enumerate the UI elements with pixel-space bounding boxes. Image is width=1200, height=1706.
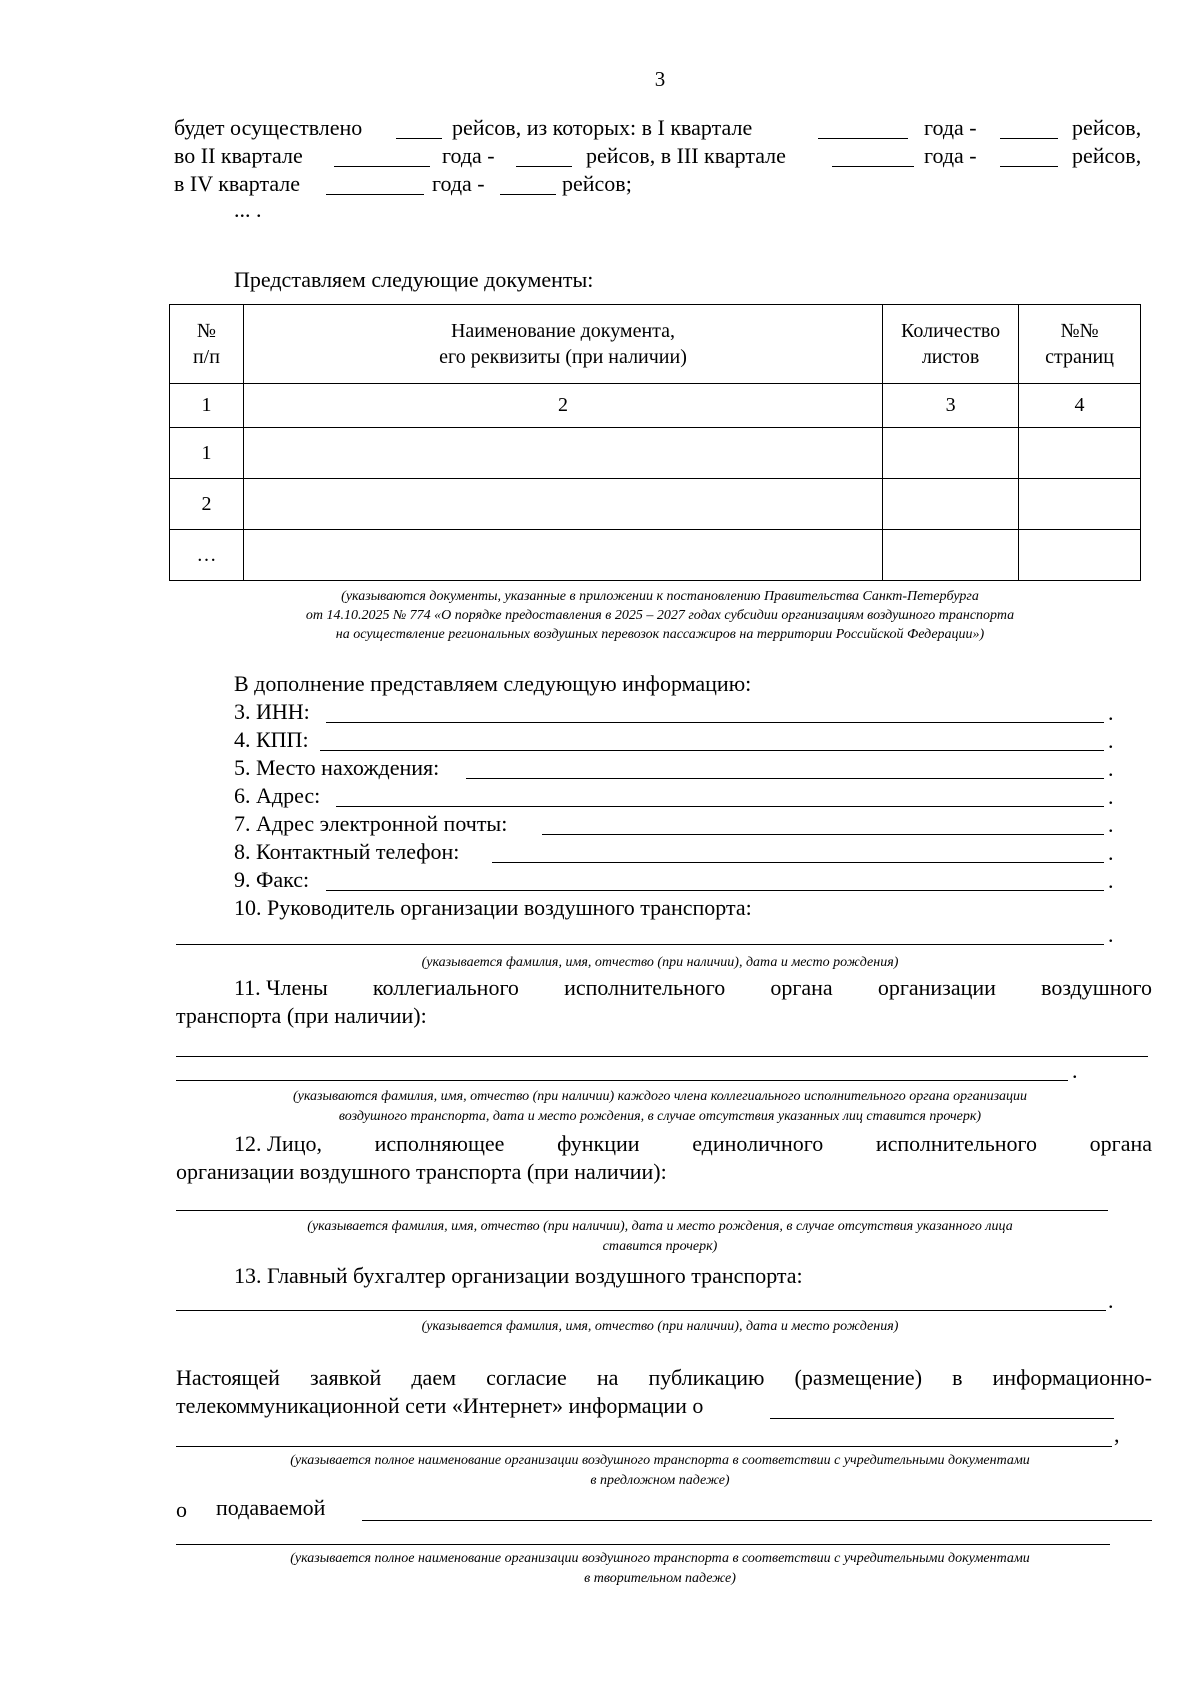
- item12-word: функции: [557, 1131, 640, 1156]
- item13-field[interactable]: [176, 1310, 1106, 1311]
- row-number: 2: [170, 479, 244, 530]
- fax-field[interactable]: [326, 890, 1104, 891]
- header-number: [170, 305, 244, 384]
- header-pages: [1019, 305, 1141, 384]
- flights-line-2b: года -: [442, 143, 495, 168]
- q3-year-blank: [832, 166, 914, 167]
- q3-flights-blank: [1000, 166, 1058, 167]
- flights-line-1d: рейсов,: [1072, 115, 1142, 140]
- o-label: о: [176, 1497, 187, 1522]
- period-mark: .: [1108, 784, 1114, 809]
- phone-label: 8. Контактный телефон:: [234, 839, 460, 864]
- q4-year-blank: [326, 194, 424, 195]
- flights-line-2e: рейсов,: [1072, 143, 1142, 168]
- item11-line-2: транспорта (при наличии):: [176, 1003, 427, 1028]
- period-mark: .: [1108, 840, 1114, 865]
- consent-org-field-1[interactable]: [770, 1418, 1114, 1419]
- item11-field-2[interactable]: [176, 1080, 1068, 1081]
- consent-submitted-field-1[interactable]: [362, 1520, 1152, 1521]
- consent-word: на: [596, 1365, 619, 1390]
- kpp-label: 4. КПП:: [234, 727, 309, 752]
- flights-line-1a: будет осуществлено: [174, 115, 363, 140]
- location-label: 5. Место нахождения:: [234, 755, 440, 780]
- consent-submitted-field-2[interactable]: [176, 1544, 1110, 1545]
- item11-line-1: [234, 974, 1152, 1002]
- header-document-name: [243, 305, 882, 384]
- item12-note-2: ставится прочерк): [602, 1239, 718, 1254]
- period-mark: .: [1072, 1058, 1078, 1083]
- row-pages-cell[interactable]: [1019, 428, 1141, 479]
- period-mark: .: [1108, 728, 1114, 753]
- header-pages-text: №№ страниц: [1045, 320, 1114, 368]
- q4-flights-blank: [500, 194, 556, 195]
- item13-label: 13. Главный бухгалтер организации воздушного транспорта:: [234, 1263, 803, 1288]
- row-sheets-cell[interactable]: [883, 479, 1019, 530]
- phone-field[interactable]: [492, 862, 1104, 863]
- q1-year-blank: [818, 138, 908, 139]
- flights-line-3c: рейсов;: [562, 171, 632, 196]
- item12-word: исполняющее: [374, 1131, 505, 1156]
- item11-word: воздушного: [1041, 975, 1152, 1000]
- consent-word: публикацию: [648, 1365, 765, 1390]
- header-sheet-count: [883, 305, 1019, 384]
- flights-line-2c: рейсов, в III квартале: [586, 143, 786, 168]
- period-mark: .: [1108, 812, 1114, 837]
- table-row: [170, 479, 1141, 530]
- item11-note-1: (указываются фамилия, имя, отчество (при наличии) каждого члена коллегиального исполнительного органа организации: [292, 1089, 1028, 1104]
- q1-flights-blank: [1000, 138, 1058, 139]
- consent-note-2-line-1: (указывается полное наименование организации воздушного транспорта в соответствии с учредительными документами: [290, 1551, 1030, 1566]
- q2-flights-blank: [516, 166, 572, 167]
- row-document-cell[interactable]: [243, 428, 882, 479]
- header-sheet-count-text: Количество листов: [901, 320, 1001, 368]
- flights-line-3a: в IV квартале: [174, 171, 301, 196]
- email-label: 7. Адрес электронной почты:: [234, 811, 508, 836]
- info-intro: В дополнение представляем следующую информацию:: [234, 671, 752, 696]
- item12-note-1: (указывается фамилия, имя, отчество (при наличии), дата и место рождения, в случае отсутствия указанного лица: [307, 1219, 1013, 1234]
- row-pages-cell[interactable]: [1019, 530, 1141, 581]
- head-label: 10. Руководитель организации воздушного транспорта:: [234, 895, 752, 920]
- consent-note-1-line-1: (указывается полное наименование организации воздушного транспорта в соответствии с учредительными документами: [290, 1453, 1030, 1468]
- item11-word: организации: [877, 975, 996, 1000]
- row-document-cell[interactable]: [243, 479, 882, 530]
- row-sheets-cell[interactable]: [883, 530, 1019, 581]
- consent-word: заявкой: [309, 1365, 382, 1390]
- consent-word: информационно-: [992, 1365, 1152, 1390]
- item11-word: исполнительного: [564, 975, 726, 1000]
- flights-blank: [396, 138, 442, 139]
- location-field[interactable]: [466, 778, 1104, 779]
- ellipsis: ... .: [234, 197, 262, 222]
- row-number: …: [170, 530, 244, 581]
- inn-label: 3. ИНН:: [234, 699, 310, 724]
- table-note-line-1: (указываются документы, указанные в приложении к постановлению Правительства Санкт-Петербурга: [341, 589, 979, 604]
- consent-line-1: [176, 1364, 1152, 1392]
- numbering-cell: 4: [1019, 384, 1141, 428]
- flights-line-3b: года -: [432, 171, 485, 196]
- item11-word: 11. Члены: [234, 975, 328, 1000]
- period-mark: .: [1108, 700, 1114, 725]
- address-label: 6. Адрес:: [234, 783, 321, 808]
- item12-line-2: организации воздушного транспорта (при наличии):: [176, 1159, 667, 1184]
- documents-intro: Представляем следующие документы:: [234, 267, 594, 292]
- consent-note-1-line-2: в предложном падеже): [590, 1473, 730, 1488]
- row-number: 1: [170, 428, 244, 479]
- row-document-cell[interactable]: [243, 530, 882, 581]
- period-mark: .: [1108, 922, 1114, 947]
- numbering-cell: 3: [883, 384, 1019, 428]
- head-note: (указывается фамилия, имя, отчество (при наличии), дата и место рождения): [421, 955, 899, 970]
- period-mark: .: [1108, 756, 1114, 781]
- submitted-label: подаваемой: [216, 1495, 326, 1520]
- table-note-line-2: от 14.10.2025 № 774 «О порядке предоставления в 2025 – 2027 годах субсидии организациям воздушного транспорта: [305, 608, 1015, 623]
- period-mark: .: [1108, 1288, 1114, 1313]
- row-pages-cell[interactable]: [1019, 479, 1141, 530]
- period-mark: .: [1108, 868, 1114, 893]
- item11-note-2: воздушного транспорта, дата и место рождения, в случае отсутствия указанных лиц ставится прочерк): [338, 1109, 982, 1124]
- email-field[interactable]: [542, 834, 1104, 835]
- consent-word: в: [952, 1365, 963, 1390]
- flights-line-1b: рейсов, из которых: в I квартале: [452, 115, 753, 140]
- head-field[interactable]: [176, 944, 1104, 945]
- item13-note: (указывается фамилия, имя, отчество (при наличии), дата и место рождения): [421, 1319, 899, 1334]
- consent-word: (размещение): [794, 1365, 923, 1390]
- page-number: 3: [654, 67, 666, 91]
- kpp-field[interactable]: [320, 750, 1104, 751]
- numbering-cell: 1: [170, 384, 244, 428]
- consent-word: Настоящей: [176, 1365, 280, 1390]
- numbering-row: [170, 384, 1141, 428]
- consent-line-2: телекоммуникационной сети «Интернет» информации о: [176, 1393, 704, 1418]
- item11-field-1[interactable]: [176, 1056, 1148, 1057]
- q2-year-blank: [334, 166, 430, 167]
- header-number-text: № п/п: [192, 320, 220, 368]
- numbering-cell: 2: [243, 384, 882, 428]
- item12-word: органа: [1089, 1131, 1152, 1156]
- consent-word: согласие: [486, 1365, 567, 1390]
- flights-line-2a: во II квартале: [174, 143, 303, 168]
- flights-line-2d: года -: [924, 143, 977, 168]
- table-row: [170, 530, 1141, 581]
- consent-note-2-line-2: в творительном падеже): [584, 1571, 736, 1586]
- row-sheets-cell[interactable]: [883, 428, 1019, 479]
- fax-label: 9. Факс:: [234, 867, 310, 892]
- documents-table: [169, 304, 1141, 581]
- table-row: [170, 428, 1141, 479]
- item12-line-1: [234, 1130, 1152, 1158]
- item12-word: единоличного: [692, 1131, 824, 1156]
- item12-word: исполнительного: [875, 1131, 1038, 1156]
- header-document-name-text: Наименование документа, его реквизиты (при наличии): [439, 320, 687, 368]
- item11-word: органа: [770, 975, 833, 1000]
- consent-org-field-2[interactable]: [176, 1446, 1112, 1447]
- table-note-line-3: на осуществление региональных воздушных перевозок пассажиров на территории Российской Федерации»): [335, 627, 985, 642]
- inn-field[interactable]: [326, 722, 1104, 723]
- address-field[interactable]: [336, 806, 1104, 807]
- item11-word: коллегиального: [372, 975, 519, 1000]
- flights-line-1c: года -: [924, 115, 977, 140]
- comma-mark: ,: [1114, 1422, 1120, 1447]
- item12-word: 12. Лицо,: [234, 1131, 322, 1156]
- item12-field[interactable]: [176, 1210, 1108, 1211]
- consent-word: даем: [411, 1365, 457, 1390]
